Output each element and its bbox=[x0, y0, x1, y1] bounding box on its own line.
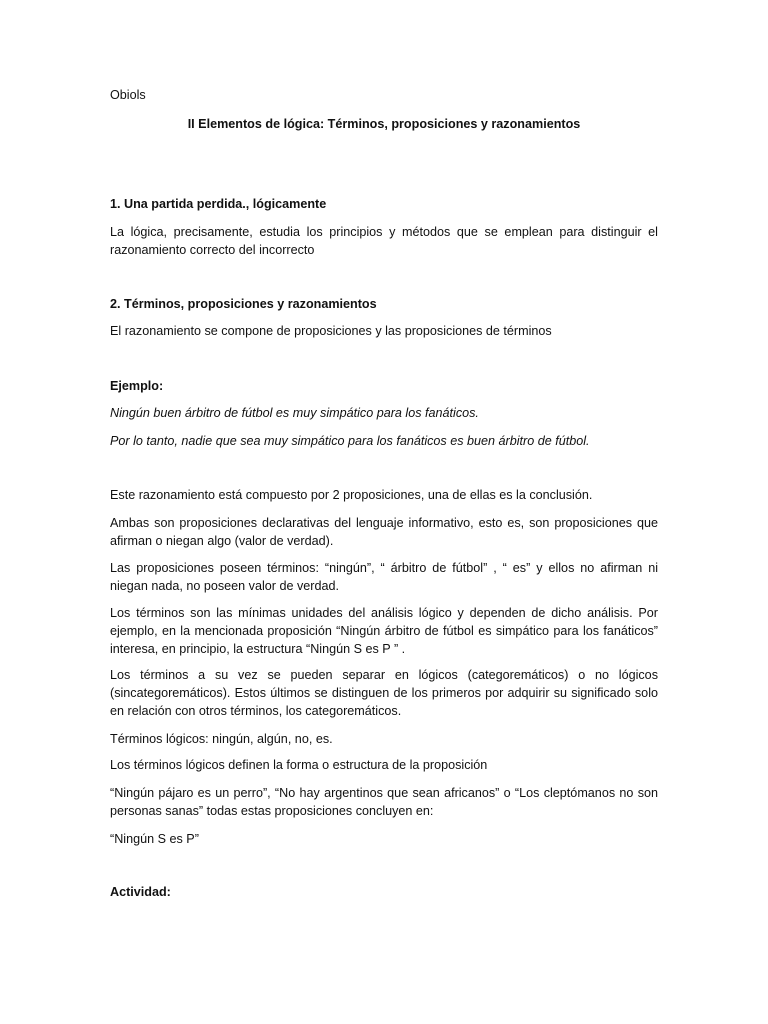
paragraph-examples: “Ningún pájaro es un perro”, “No hay argentinos que sean africanos” o “Los cleptómanos no son personas sanas” todas estas proposiciones concluyen en: bbox=[110, 786, 658, 818]
paragraph-conclusion: Este razonamiento está compuesto por 2 proposiciones, una de ellas es la conclusión. bbox=[110, 488, 593, 502]
example-label: Ejemplo: bbox=[110, 379, 164, 393]
paragraph-structure: Los términos lógicos definen la forma o estructura de la proposición bbox=[110, 758, 488, 772]
activity-label: Actividad: bbox=[110, 885, 171, 899]
paragraph-logical-terms: Los términos a su vez se pueden separar en lógicos (categoremáticos) o no lógicos (sincategoremáticos). Estos últimos se distinguen de los primeros por adquirir su significado solo en relación con otros términos, los categoremáticos. bbox=[110, 668, 658, 718]
section-1-heading: 1. Una partida perdida., lógicamente bbox=[110, 197, 327, 211]
author-name: Obiols bbox=[110, 88, 146, 102]
example-line-1: Ningún buen árbitro de fútbol es muy simpático para los fanáticos. bbox=[110, 406, 479, 420]
section-1-paragraph: La lógica, precisamente, estudia los principios y métodos que se emplean para distinguir el razonamiento correcto del incorrecto bbox=[110, 225, 658, 257]
section-2-paragraph: El razonamiento se compone de proposiciones y las proposiciones de términos bbox=[110, 324, 552, 338]
paragraph-terms: Las proposiciones poseen términos: “ningún”, “ árbitro de fútbol” , “ es” y ellos no afirman ni niegan nada, no poseen valor de verdad. bbox=[110, 561, 658, 593]
example-line-2: Por lo tanto, nadie que sea muy simpático para los fanáticos es buen árbitro de fútbol. bbox=[110, 434, 590, 448]
paragraph-declarative: Ambas son proposiciones declarativas del lenguaje informativo, esto es, son proposiciones que afirman o niegan algo (valor de verdad). bbox=[110, 516, 658, 548]
document-title: II Elementos de lógica: Términos, proposiciones y razonamientos bbox=[187, 117, 581, 131]
paragraph-form: “Ningún S es P” bbox=[110, 832, 199, 846]
paragraph-minimal-units: Los términos son las mínimas unidades del análisis lógico y dependen de dicho análisis. Por ejemplo, en la mencionada proposición “Ningún árbitro de fútbol es simpático para los fanáticos” interesa, en principio, la estructura “Ningún S es P ” . bbox=[110, 606, 658, 656]
paragraph-logical-terms-list: Términos lógicos: ningún, algún, no, es. bbox=[110, 732, 333, 746]
section-2-heading: 2. Términos, proposiciones y razonamientos bbox=[110, 297, 377, 311]
